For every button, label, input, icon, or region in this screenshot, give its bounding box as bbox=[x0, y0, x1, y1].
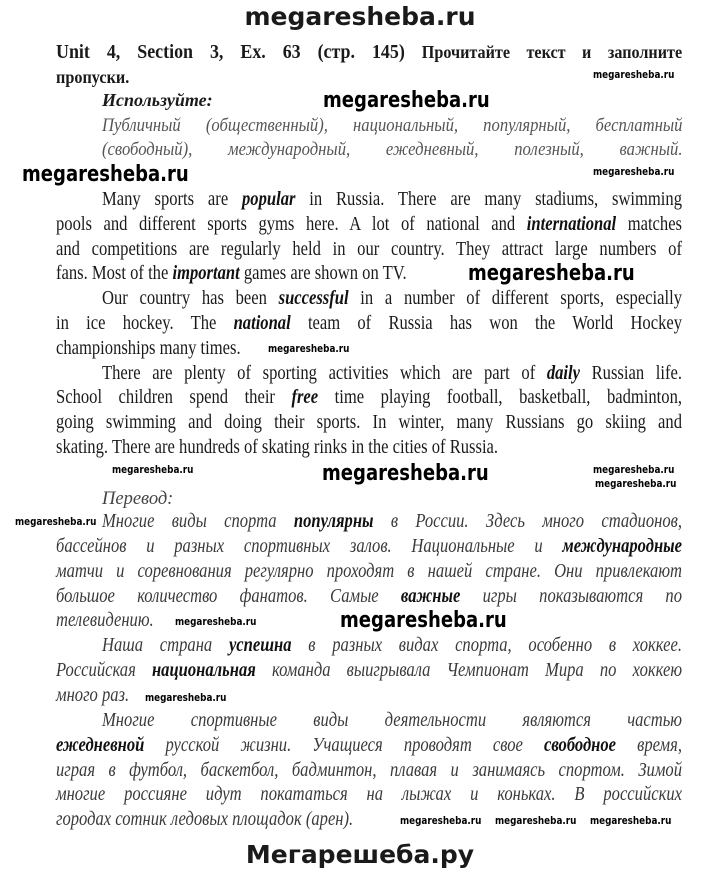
text-line bbox=[102, 634, 682, 658]
watermark: megaresheba.ru bbox=[495, 814, 577, 827]
text-segment: Many sports are bbox=[102, 189, 243, 210]
translation-label: Перевод: bbox=[102, 489, 174, 509]
text-line bbox=[56, 609, 154, 633]
text-segment: pools and different sports gyms here. A lot of national and bbox=[56, 213, 527, 235]
text-line bbox=[56, 808, 353, 832]
text-segment: matches bbox=[616, 213, 683, 235]
exercise-instruction-cont: пропуски. bbox=[56, 67, 130, 87]
watermark: megaresheba.ru bbox=[590, 814, 672, 827]
exercise-title bbox=[56, 40, 682, 64]
text-segment: телевидению. bbox=[56, 610, 154, 632]
filled-answer-word: национальная bbox=[151, 660, 256, 682]
text-segment: fans. Most of the bbox=[56, 263, 173, 285]
text-line bbox=[56, 213, 682, 237]
text-segment: in Russia. There are many stadiums, swimming bbox=[295, 189, 682, 210]
filled-answer-word: успешна bbox=[228, 635, 292, 657]
text-segment: Our country has been bbox=[102, 288, 279, 310]
site-brand-header: megaresheba.ru bbox=[244, 2, 476, 31]
filled-answer-word: national bbox=[233, 313, 291, 334]
text-segment: много раз. bbox=[56, 684, 130, 706]
text-segment: команда выигрывала Чемпионат Мира по хоккею bbox=[255, 660, 683, 682]
text-line bbox=[56, 436, 498, 460]
word-list-line: Публичный (общественный), национальный, популярный, бесплатный bbox=[102, 116, 683, 136]
text-line bbox=[102, 287, 682, 311]
text-segment: Russian life. bbox=[580, 362, 682, 384]
text-segment: Наша страна bbox=[102, 635, 229, 657]
text-line bbox=[56, 684, 129, 708]
text-segment: время, bbox=[616, 734, 682, 756]
use-label: Используйте: bbox=[102, 90, 213, 110]
text-line bbox=[56, 411, 682, 435]
text-segment: School children spend their bbox=[56, 387, 292, 409]
text-segment: Многие виды спорта bbox=[102, 511, 294, 532]
filled-answer-word: daily bbox=[546, 362, 581, 384]
text-segment: championships many times. bbox=[56, 337, 241, 359]
filled-answer-word: successful bbox=[278, 288, 349, 310]
watermark: megaresheba.ru bbox=[322, 461, 489, 486]
text-segment: большое количество фанатов. Самые bbox=[56, 585, 401, 607]
text-segment: матчи и соревнования регулярно проходят в нашей стране. Они привлекают bbox=[56, 560, 682, 582]
text-segment: играя в футбол, баскетбол, бадминтон, плавая и занимаясь спортом. Зимой bbox=[56, 759, 682, 781]
text-segment: team of Russia has won the World Hockey bbox=[290, 313, 683, 334]
watermark: megaresheba.ru bbox=[340, 608, 507, 633]
text-segment: в России. Здесь много стадионов, bbox=[373, 511, 682, 532]
watermark: megaresheba.ru bbox=[15, 515, 97, 528]
text-line bbox=[102, 709, 682, 733]
text-line bbox=[102, 510, 682, 534]
text-segment: игры показываются по bbox=[460, 585, 682, 607]
filled-answer-word: popular bbox=[242, 189, 296, 210]
text-segment: time playing football, basketball, badminton, bbox=[318, 387, 682, 409]
watermark: megaresheba.ru bbox=[593, 165, 675, 178]
word-list-line: (свободный), международный, ежедневный, полезный, важный. bbox=[102, 140, 683, 160]
text-segment: многие россияне идут покататься на лыжах и коньках. В российских bbox=[56, 784, 682, 806]
text-segment: going swimming and doing their sports. In winter, many Russians go skiing and bbox=[56, 412, 682, 434]
text-line bbox=[56, 734, 682, 758]
filled-answer-word: популярны bbox=[293, 511, 374, 532]
watermark: megaresheba.ru bbox=[593, 463, 675, 476]
watermark: megaresheba.ru bbox=[112, 463, 194, 476]
text-line bbox=[56, 337, 241, 361]
text-line bbox=[56, 386, 682, 410]
filled-answer-word: свободное bbox=[543, 734, 617, 756]
text-line bbox=[56, 535, 682, 559]
text-line bbox=[56, 238, 682, 262]
watermark: megaresheba.ru bbox=[593, 68, 675, 81]
filled-answer-word: free bbox=[291, 387, 319, 409]
site-brand-footer: Мегарешеба.ру bbox=[245, 840, 475, 869]
text-segment: There are plenty of sporting activities which are part of bbox=[102, 362, 547, 384]
watermark: megaresheba.ru bbox=[323, 88, 490, 113]
watermark: megaresheba.ru bbox=[175, 615, 257, 628]
text-line bbox=[56, 783, 682, 807]
text-segment: in a number of different sports, especially bbox=[348, 288, 682, 310]
text-segment: в разных видах спорта, особенно в хоккее. bbox=[291, 635, 683, 657]
text-line bbox=[102, 362, 682, 386]
filled-answer-word: ежедневной bbox=[56, 734, 145, 756]
filled-answer-word: важные bbox=[400, 585, 461, 607]
watermark: megaresheba.ru bbox=[268, 342, 350, 355]
text-line bbox=[56, 312, 682, 336]
text-segment: skating. There are hundreds of skating rinks in the cities of Russia. bbox=[56, 437, 499, 458]
watermark: megaresheba.ru bbox=[400, 814, 482, 827]
watermark: megaresheba.ru bbox=[22, 162, 189, 187]
text-segment: Многие спортивные виды деятельности являются частью bbox=[102, 709, 682, 731]
filled-answer-word: международные bbox=[562, 535, 682, 557]
filled-answer-word: international bbox=[526, 213, 617, 235]
text-line bbox=[56, 560, 682, 584]
text-line bbox=[56, 585, 682, 609]
text-segment: Российская bbox=[56, 660, 152, 682]
text-segment: in ice hockey. The bbox=[56, 313, 234, 334]
filled-answer-word: important bbox=[172, 263, 240, 285]
text-line bbox=[56, 759, 682, 783]
text-segment: русской жизни. Учащиеся проводят свое bbox=[144, 734, 544, 756]
watermark: megaresheba.ru bbox=[145, 691, 227, 704]
text-segment: and competitions are regularly held in our country. They attract large numbers of bbox=[56, 238, 682, 260]
text-line bbox=[102, 188, 682, 212]
text-segment: городах сотник ледовых площадок (арен). bbox=[56, 809, 354, 831]
watermark: megaresheba.ru bbox=[468, 261, 635, 286]
text-segment: бассейнов и разных спортивных залов. Национальные и bbox=[56, 535, 563, 557]
text-segment: games are shown on TV. bbox=[239, 263, 407, 285]
text-line bbox=[56, 659, 682, 683]
exercise-instruction: Прочитайте текст и заполните bbox=[421, 42, 683, 62]
exercise-title-en: Unit 4, Section 3, Ex. 63 (стр. 145) bbox=[56, 41, 405, 63]
text-line bbox=[56, 262, 407, 286]
watermark: megaresheba.ru bbox=[595, 477, 677, 490]
